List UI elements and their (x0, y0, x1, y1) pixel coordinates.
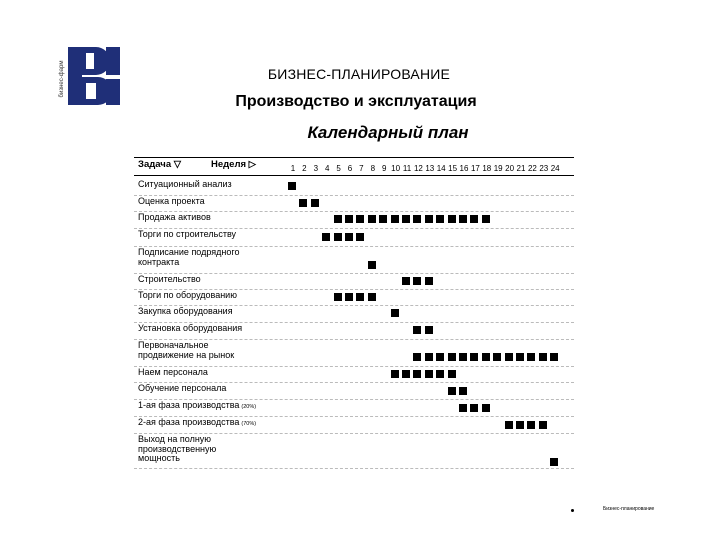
schedule-block (539, 421, 547, 429)
schedule-block (413, 370, 421, 378)
schedule-block (516, 421, 524, 429)
schedule-block (345, 233, 353, 241)
schedule-block (413, 353, 421, 361)
schedule-block (413, 215, 421, 223)
week-number: 12 (413, 164, 423, 173)
task-label: Ситуационный анализ (138, 179, 232, 189)
schedule-block (436, 370, 444, 378)
schedule-block (391, 309, 399, 317)
schedule-block (334, 233, 342, 241)
task-note: (20%) (241, 404, 257, 410)
schedule-block (425, 370, 433, 378)
schedule-block (482, 215, 490, 223)
week-number: 8 (370, 164, 376, 173)
schedule-block (527, 421, 535, 429)
schedule-block (391, 215, 399, 223)
task-label: 1-ая фаза производства (20%) (138, 400, 257, 410)
week-number: 3 (313, 164, 319, 173)
week-number: 16 (459, 164, 469, 173)
schedule-block (425, 277, 433, 285)
task-note: (70%) (241, 421, 257, 427)
task-label: Оценка проекта (138, 196, 205, 206)
task-column-header: Задача ▽ (138, 159, 182, 170)
schedule-block (470, 215, 478, 223)
schedule-block (527, 353, 535, 361)
schedule-block (368, 215, 376, 223)
schedule-block (402, 215, 410, 223)
schedule-block (448, 387, 456, 395)
task-label: Установка оборудования (138, 323, 243, 333)
week-number: 15 (448, 164, 458, 173)
page-title: Производство и эксплуатация (235, 93, 477, 110)
schedule-block (402, 277, 410, 285)
schedule-block (334, 215, 342, 223)
task-label: Строительство (138, 274, 201, 284)
week-number: 22 (527, 164, 537, 173)
footer-text: Бизнес-планирование (603, 506, 655, 512)
week-number: 9 (381, 164, 387, 173)
task-label: Закупка оборудования (138, 306, 233, 316)
schedule-block (505, 353, 513, 361)
schedule-block (550, 458, 558, 466)
schedule-block (459, 353, 467, 361)
schedule-block (470, 353, 478, 361)
schedule-block (311, 199, 319, 207)
schedule-block (459, 387, 467, 395)
schedule-block (470, 404, 478, 412)
schedule-block (448, 353, 456, 361)
schedule-block (436, 353, 444, 361)
schedule-block (356, 293, 364, 301)
page-subtitle: Календарный план (307, 123, 469, 142)
schedule-block (413, 277, 421, 285)
section-title: БИЗНЕС-ПЛАНИРОВАНИЕ (267, 66, 451, 82)
header-top-rule (134, 157, 574, 158)
schedule-block (505, 421, 513, 429)
week-number: 18 (482, 164, 492, 173)
schedule-block (356, 233, 364, 241)
schedule-block (436, 215, 444, 223)
task-label: Торги по строительству (138, 229, 237, 239)
footer-bullet (571, 509, 574, 512)
task-label: 2-ая фаза производства (70%) (138, 417, 257, 427)
week-column-header: Неделя ▷ (211, 159, 256, 170)
schedule-block (482, 353, 490, 361)
schedule-block (425, 326, 433, 334)
week-number: 4 (324, 164, 330, 173)
schedule-block (425, 215, 433, 223)
schedule-block (448, 215, 456, 223)
schedule-block (482, 404, 490, 412)
schedule-block (345, 215, 353, 223)
week-number: 13 (425, 164, 435, 173)
schedule-block (493, 353, 501, 361)
task-label: Наем персонала (138, 367, 208, 377)
schedule-block (322, 233, 330, 241)
schedule-block (368, 293, 376, 301)
week-number: 14 (436, 164, 446, 173)
week-number: 20 (505, 164, 515, 173)
week-number: 24 (550, 164, 560, 173)
task-label: Торги по оборудованию (138, 290, 237, 300)
task-label: Выход на полную производственную мощность (138, 434, 217, 463)
schedule-block (402, 370, 410, 378)
week-number: 21 (516, 164, 526, 173)
schedule-block (288, 182, 296, 190)
task-label: Первоначальное продвижение на рынок (138, 340, 235, 360)
week-number: 6 (347, 164, 353, 173)
schedule-block (299, 199, 307, 207)
week-number: 23 (539, 164, 549, 173)
schedule-block (459, 215, 467, 223)
schedule-block (345, 293, 353, 301)
schedule-block (368, 261, 376, 269)
week-number: 1 (290, 164, 296, 173)
schedule-block (334, 293, 342, 301)
week-number: 10 (391, 164, 401, 173)
task-label: Обучение персонала (138, 383, 227, 393)
schedule-block (516, 353, 524, 361)
week-number: 2 (302, 164, 307, 173)
task-label: Продажа активов (138, 212, 211, 222)
header-rule (134, 175, 574, 176)
schedule-block (550, 353, 558, 361)
schedule-block (391, 370, 399, 378)
schedule-block (539, 353, 547, 361)
week-number: 5 (336, 164, 341, 173)
task-label: Подписание подрядного контракта (138, 247, 240, 267)
schedule-block (425, 353, 433, 361)
schedule-block (379, 215, 387, 223)
schedule-block (459, 404, 467, 412)
week-number: 7 (359, 164, 364, 173)
week-number: 17 (470, 164, 480, 173)
logo-side-text: бизнес-фарм (59, 60, 65, 98)
schedule-block (356, 215, 364, 223)
week-number: 19 (493, 164, 503, 173)
row-divider (134, 468, 574, 469)
schedule-block (448, 370, 456, 378)
week-number: 11 (402, 164, 412, 173)
schedule-block (413, 326, 421, 334)
